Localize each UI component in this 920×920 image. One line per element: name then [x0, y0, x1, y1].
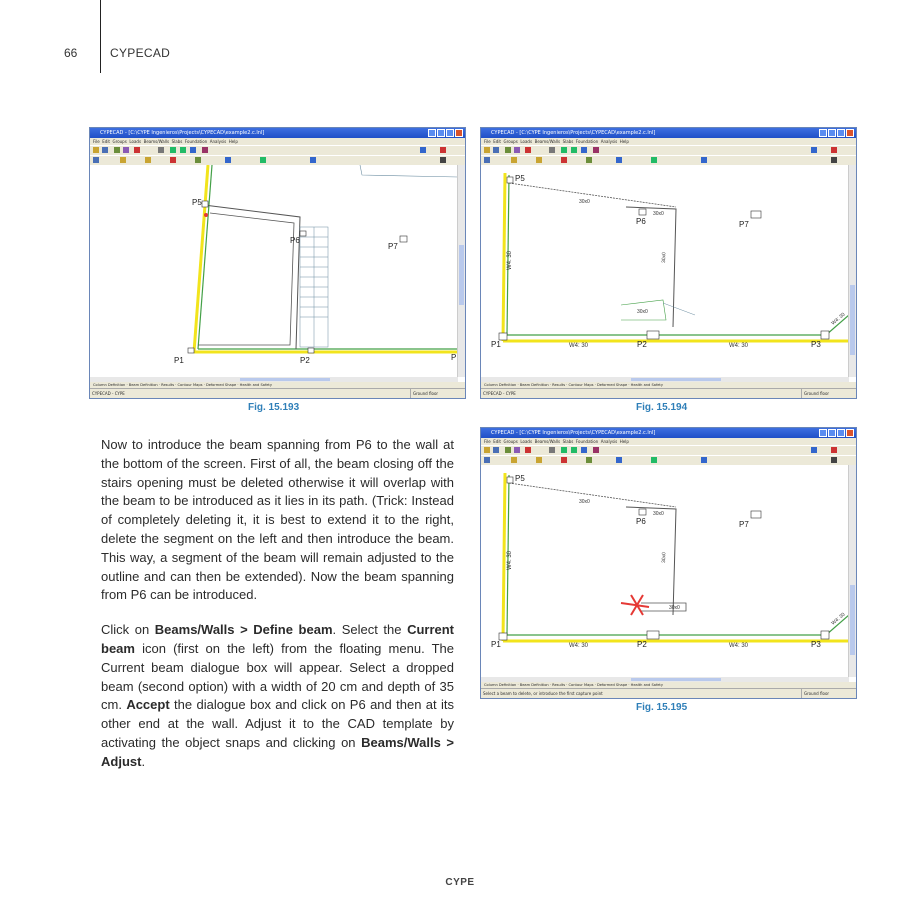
menu-loads[interactable]: Loads	[129, 139, 142, 144]
menu-bar	[481, 438, 856, 445]
tab-beam-definition[interactable]: Beam Definition	[128, 383, 158, 387]
tab-strip: Column Definition · Beam Definition · Results · Contour Maps · Deformed Shape · Health and Safety	[481, 682, 857, 688]
menu-bar	[90, 138, 465, 145]
label-beam-4: 30x0	[637, 309, 648, 315]
open-icon[interactable]	[484, 447, 490, 453]
drawing-canvas[interactable]	[481, 165, 849, 377]
wall-icon[interactable]	[536, 457, 542, 463]
label-p7: P7	[739, 220, 749, 229]
cypecad-window-fig193	[89, 127, 466, 399]
menu-file[interactable]: File	[93, 139, 100, 144]
help-button[interactable]	[819, 429, 827, 437]
drawing-canvas[interactable]	[481, 465, 849, 677]
column-p3	[821, 631, 829, 639]
vertical-scrollbar[interactable]	[848, 465, 856, 677]
menu-slabs[interactable]: Slabs	[562, 439, 574, 444]
label-p3: P3	[811, 640, 821, 649]
caption-fig194: Fig. 15.194	[636, 402, 688, 413]
column-p6	[639, 509, 646, 515]
tab-column-definition[interactable]: Column Definition	[484, 383, 517, 387]
beam-right	[626, 207, 676, 327]
selected-beam	[621, 595, 649, 615]
menu-help[interactable]: Help	[619, 139, 629, 144]
column-p2	[308, 348, 314, 353]
status-text: CYPECAD - CYPE	[483, 391, 516, 396]
menu-bar	[481, 138, 856, 145]
plan-icon[interactable]	[123, 147, 129, 153]
label-beam-2: 30x0	[653, 211, 664, 217]
menu-groups[interactable]: Groups	[503, 139, 518, 144]
status-bar	[481, 388, 856, 399]
tab-deformed-shape[interactable]: Deformed Shape	[596, 383, 628, 387]
label-p1: P1	[491, 340, 501, 349]
label-wall-4: W4: 30	[830, 611, 847, 627]
column-icon[interactable]	[170, 157, 176, 163]
toolbar-top	[90, 145, 465, 155]
tab-health-safety[interactable]: Health and Safety	[239, 383, 272, 387]
caption-fig195: Fig. 15.195	[636, 702, 688, 713]
toolbar-bottom	[481, 455, 856, 465]
window-title: CYPECAD - [C:\CYPE Ingenieros\Projects\CYPECAD\example2.c.lnl]	[491, 130, 656, 136]
tab-results[interactable]: Results	[552, 683, 566, 687]
menu-analysis[interactable]: Analysis	[600, 439, 618, 444]
beam-top	[509, 183, 676, 207]
tab-contour-maps[interactable]: Contour Maps	[568, 683, 594, 687]
menu-beams-walls[interactable]: Beams/Walls	[534, 439, 561, 444]
menu-foundation[interactable]: Foundation	[184, 139, 208, 144]
toolbar-top	[481, 145, 856, 155]
menu-loads[interactable]: Loads	[520, 139, 533, 144]
outline-path	[663, 303, 695, 315]
menu-analysis[interactable]: Analysis	[209, 139, 227, 144]
menu-edit[interactable]: Edit	[493, 139, 501, 144]
beam-icon[interactable]	[511, 457, 517, 463]
grid-icon[interactable]	[260, 157, 266, 163]
window-title: CYPECAD - [C:\CYPE Ingenieros\Projects\CYPECAD\example2.c.lnl]	[100, 130, 265, 136]
tab-deformed-shape[interactable]: Deformed Shape	[596, 683, 628, 687]
label-beam-3: 30x0	[661, 552, 668, 564]
label-p6: P6	[290, 236, 300, 245]
label-p2: P2	[300, 356, 310, 365]
options-icon[interactable]	[831, 147, 837, 153]
wall-icon[interactable]	[145, 157, 151, 163]
snap-icon[interactable]	[616, 157, 622, 163]
layers-icon[interactable]	[593, 447, 599, 453]
zoom-window-icon[interactable]	[571, 447, 577, 453]
window-titlebar	[481, 428, 856, 438]
caption-fig193: Fig. 15.193	[248, 402, 300, 413]
column-icon[interactable]	[561, 457, 567, 463]
vertical-scrollbar[interactable]	[848, 165, 856, 377]
p2-bold-accept: Accept	[126, 697, 170, 713]
label-beam-1: 30x0	[579, 499, 590, 505]
column-p7	[400, 236, 407, 242]
settings-icon[interactable]	[831, 457, 837, 463]
status-floor: Ground floor	[410, 389, 463, 398]
menu-beams-walls[interactable]: Beams/Walls	[143, 139, 170, 144]
maximize-button[interactable]	[837, 129, 845, 137]
minimize-button[interactable]	[437, 129, 445, 137]
menu-groups[interactable]: Groups	[112, 139, 127, 144]
zoom-window-icon[interactable]	[180, 147, 186, 153]
wall-icon[interactable]	[536, 157, 542, 163]
stairs	[300, 227, 328, 347]
column-p1	[499, 333, 507, 340]
info-icon[interactable]	[701, 157, 707, 163]
pan-icon[interactable]	[581, 447, 587, 453]
tab-contour-maps[interactable]: Contour Maps	[568, 383, 594, 387]
label-beam-1: 30x0	[579, 199, 590, 205]
info-icon[interactable]	[701, 457, 707, 463]
label-p5: P5	[192, 198, 202, 207]
minimize-button[interactable]	[828, 429, 836, 437]
p2-bold-adjust: Beams/Walls > Adjust	[101, 734, 454, 769]
tab-beam-definition[interactable]: Beam Definition	[519, 683, 549, 687]
tab-strip: Column Definition · Beam Definition · Results · Contour Maps · Deformed Shape · Health and Safety	[481, 382, 857, 388]
tab-beam-definition[interactable]: Beam Definition	[519, 383, 549, 387]
toolbar-bottom	[481, 155, 856, 165]
menu-edit[interactable]: Edit	[102, 139, 110, 144]
plan-icon[interactable]	[514, 147, 520, 153]
label-p2: P2	[637, 640, 647, 649]
help-button[interactable]	[819, 129, 827, 137]
label-p5: P5	[515, 174, 525, 183]
label-wall-2: W4: 30	[729, 343, 749, 349]
grid-icon[interactable]	[651, 157, 657, 163]
status-floor: Ground floor	[801, 689, 854, 698]
menu-slabs[interactable]: Slabs	[562, 139, 574, 144]
floor-icon[interactable]	[484, 157, 490, 163]
menu-foundation[interactable]: Foundation	[575, 439, 599, 444]
open-icon[interactable]	[93, 147, 99, 153]
tab-strip: Column Definition · Beam Definition · Results · Contour Maps · Deformed Shape · Health and Safety	[90, 382, 466, 388]
refresh-icon[interactable]	[420, 147, 426, 153]
tab-column-definition[interactable]: Column Definition	[484, 683, 517, 687]
support-left	[503, 173, 505, 341]
floor-icon[interactable]	[484, 457, 490, 463]
settings-icon[interactable]	[831, 157, 837, 163]
layers-icon[interactable]	[202, 147, 208, 153]
vertical-scrollbar[interactable]	[457, 165, 465, 377]
beam-top	[509, 483, 676, 507]
p2-text-i: .	[141, 753, 146, 769]
snap-marker	[204, 213, 208, 217]
cypecad-window-fig195	[480, 427, 857, 699]
refresh-icon[interactable]	[811, 147, 817, 153]
floor-icon[interactable]	[93, 157, 99, 163]
menu-loads[interactable]: Loads	[520, 439, 533, 444]
tab-health-safety[interactable]: Health and Safety	[630, 383, 663, 387]
slab-icon[interactable]	[586, 157, 592, 163]
section-title: CYPECAD	[110, 46, 171, 60]
beam-outline	[204, 205, 300, 349]
zoom-icon[interactable]	[561, 447, 567, 453]
status-bar	[90, 388, 465, 399]
column-p1	[499, 633, 507, 640]
page-number: 66	[64, 46, 78, 60]
window-title: CYPECAD - [C:\CYPE Ingenieros\Projects\CYPECAD\example2.c.lnl]	[491, 430, 656, 436]
label-p5: P5	[515, 474, 525, 483]
close-button[interactable]	[846, 129, 854, 137]
tab-contour-maps[interactable]: Contour Maps	[177, 383, 203, 387]
undo-icon[interactable]	[158, 147, 164, 153]
paragraph-1: Now to introduce the beam spanning from P6 to the wall at the bottom of the screen. First of all, the beam closing off the stairs opening must be deleted otherwise it will overlap with the beam to be introduced as it lies in its path. (Trick: Instead of completely deleting it, it is best to extend it to the right, delete the segment on the left and then introduce the beam. This way, a segment of the beam will remain adjusted to the outline and can then be extended). Now the beam spanning from P6 can be introduced.	[101, 437, 454, 603]
support-left	[503, 473, 505, 641]
column-p5	[507, 177, 513, 183]
column-p5	[202, 201, 208, 207]
undo-icon[interactable]	[549, 447, 555, 453]
p2-text-g: the dialogue box and click on P6 and then at its other end at the wall. Adjust it to the CAD template by activating the object snaps and clicking on	[101, 697, 454, 750]
status-text: Select a beam to delete, or introduce the first capture point	[483, 691, 603, 696]
p2-text-c: . Select the	[332, 622, 408, 638]
save-icon[interactable]	[102, 147, 108, 153]
pan-icon[interactable]	[190, 147, 196, 153]
tool-icon[interactable]	[525, 447, 531, 453]
menu-groups[interactable]: Groups	[503, 439, 518, 444]
close-button[interactable]	[846, 429, 854, 437]
status-bar	[481, 688, 856, 699]
footer-brand: CYPE	[445, 877, 475, 888]
grid-icon[interactable]	[651, 457, 657, 463]
p2-text-e: icon (first on the left) from the floating menu. The Current beam dialogue box will appear. Select a dropped beam (second option) with a width of 20 cm and depth of 35 cm.	[101, 640, 454, 713]
paragraph-2	[101, 621, 454, 771]
info-icon[interactable]	[310, 157, 316, 163]
tool-icon[interactable]	[525, 147, 531, 153]
settings-icon[interactable]	[440, 157, 446, 163]
menu-foundation[interactable]: Foundation	[575, 139, 599, 144]
column-p3	[821, 331, 829, 339]
slab-icon[interactable]	[195, 157, 201, 163]
outline-path	[360, 165, 458, 177]
menu-file[interactable]: File	[484, 139, 491, 144]
label-p7: P7	[388, 242, 398, 251]
label-p6: P6	[636, 517, 646, 526]
undo-icon[interactable]	[549, 147, 555, 153]
label-p1: P1	[174, 356, 184, 365]
label-wall-1: W4: 30	[569, 643, 589, 649]
tab-results[interactable]: Results	[552, 383, 566, 387]
label-wall-4: W4: 30	[830, 311, 847, 327]
view-icon[interactable]	[505, 147, 511, 153]
menu-file[interactable]: File	[484, 439, 491, 444]
menu-beams-walls[interactable]: Beams/Walls	[534, 139, 561, 144]
label-beam-4: 30x0	[669, 605, 680, 611]
close-button[interactable]	[455, 129, 463, 137]
plan-icon[interactable]	[514, 447, 520, 453]
column-icon[interactable]	[561, 157, 567, 163]
cypecad-window-fig194	[480, 127, 857, 399]
minimize-button[interactable]	[828, 129, 836, 137]
maximize-button[interactable]	[837, 429, 845, 437]
toolbar-top	[481, 445, 856, 455]
help-button[interactable]	[428, 129, 436, 137]
column-p5	[507, 477, 513, 483]
snap-icon[interactable]	[616, 457, 622, 463]
tab-results[interactable]: Results	[161, 383, 175, 387]
pan-icon[interactable]	[581, 147, 587, 153]
column-p6	[300, 231, 306, 236]
maximize-button[interactable]	[446, 129, 454, 137]
open-icon[interactable]	[484, 147, 490, 153]
slab-icon[interactable]	[586, 457, 592, 463]
status-floor: Ground floor	[801, 389, 854, 398]
column-p2	[647, 331, 659, 339]
toolbar-bottom	[90, 155, 465, 165]
column-p7	[751, 211, 761, 218]
label-wall-3: W4: 30	[507, 550, 513, 570]
column-p7	[751, 511, 761, 518]
tab-health-safety[interactable]: Health and Safety	[630, 683, 663, 687]
zoom-icon[interactable]	[561, 147, 567, 153]
tool-icon[interactable]	[134, 147, 140, 153]
refresh-icon[interactable]	[811, 447, 817, 453]
window-titlebar	[90, 128, 465, 138]
status-text: CYPECAD - CYPE	[92, 391, 125, 396]
label-wall-1: W4: 30	[569, 343, 589, 349]
column-p2	[647, 631, 659, 639]
column-p6	[639, 209, 646, 215]
view-icon[interactable]	[114, 147, 120, 153]
menu-help[interactable]: Help	[619, 439, 629, 444]
p2-text-a: Click on	[101, 622, 155, 638]
p2-bold-current-beam: Current beam	[101, 622, 455, 656]
support-left	[194, 165, 208, 352]
menu-edit[interactable]: Edit	[493, 439, 501, 444]
window-titlebar	[481, 128, 856, 138]
snap-icon[interactable]	[225, 157, 231, 163]
save-icon[interactable]	[493, 147, 499, 153]
label-beam-3: 30x0	[661, 252, 668, 264]
label-p-edge: P	[451, 353, 457, 362]
menu-help[interactable]: Help	[228, 139, 238, 144]
label-p6: P6	[636, 217, 646, 226]
label-wall-3: W4: 30	[507, 250, 513, 270]
header-rule	[100, 0, 101, 73]
zoom-icon[interactable]	[170, 147, 176, 153]
label-p7: P7	[739, 520, 749, 529]
p2-bold-define-beam: Beams/Walls > Define beam	[154, 622, 333, 638]
opening-outline	[198, 213, 294, 345]
save-icon[interactable]	[493, 447, 499, 453]
label-wall-2: W4: 30	[729, 643, 749, 649]
menu-analysis[interactable]: Analysis	[600, 139, 618, 144]
options-icon[interactable]	[440, 147, 446, 153]
tab-deformed-shape[interactable]: Deformed Shape	[205, 383, 237, 387]
layers-icon[interactable]	[593, 147, 599, 153]
zoom-window-icon[interactable]	[571, 147, 577, 153]
drawing-canvas[interactable]	[90, 165, 458, 377]
options-icon[interactable]	[831, 447, 837, 453]
tab-column-definition[interactable]: Column Definition	[93, 383, 126, 387]
body-text	[101, 436, 454, 788]
view-icon[interactable]	[505, 447, 511, 453]
label-p1: P1	[491, 640, 501, 649]
column-p1	[188, 348, 194, 353]
label-beam-2: 30x0	[653, 511, 664, 517]
label-p3: P3	[811, 340, 821, 349]
label-p2: P2	[637, 340, 647, 349]
menu-slabs[interactable]: Slabs	[171, 139, 183, 144]
beam-icon[interactable]	[120, 157, 126, 163]
beam-icon[interactable]	[511, 157, 517, 163]
